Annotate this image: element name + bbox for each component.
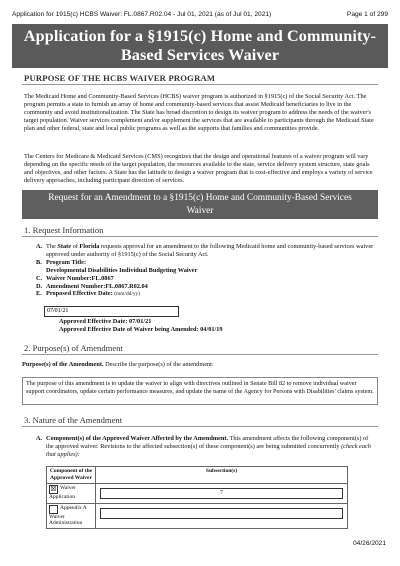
amendment-banner (22, 190, 378, 219)
proposed-effective-date-value: 07/01/21 (47, 308, 69, 314)
purpose-amendment-heading (22, 340, 378, 355)
amendment-banner-line-1: Request for an Amendment to a §1915(c) Home and Community-Based Services (48, 193, 352, 203)
purpose-amendment-intro-label: Purpose(s) of the Amendment. (22, 361, 104, 368)
table-row (47, 503, 348, 529)
purpose-program-paragraph-2: The Centers for Medicare & Medicaid Services (CMS) recognizes that the design and operational features of a waiver program will vary depending on the specific needs of the target population, the resources available to the state, service delivery system structure, state goals and objectives, and other factors. A State has the latitude to design a waiver program that is cost-effective and employs a variety of service delivery approaches, including participant direction of services. (24, 153, 373, 184)
components-table (46, 466, 348, 529)
waiver-amended-date (59, 326, 374, 334)
nature-amendment-heading (22, 412, 378, 427)
waiver-application-checkbox[interactable]: ☒ (50, 484, 57, 493)
request-information-heading (22, 222, 378, 237)
component-cell (47, 483, 96, 503)
item-a (36, 243, 374, 259)
component-name: Appendix A Waiver Administration (49, 504, 87, 527)
subsection-column-header: Subsection(s) (96, 467, 348, 484)
date-format-hint: (mm/dd/yy) (114, 291, 141, 298)
subsection-cell (96, 483, 348, 503)
waiver-amended-date-label: Approved Effective Date of Waiver being Amended: (59, 325, 201, 333)
item-d-letter: D. (36, 282, 43, 290)
waiver-amended-date-value: 04/01/19 (200, 325, 223, 333)
amendment-number-label: Amendment Number: (46, 282, 106, 290)
approved-dates (59, 318, 374, 334)
purpose-amendment-heading-text: 2. Purpose(s) of Amendment (24, 343, 123, 353)
subsection-input[interactable] (100, 508, 343, 519)
item-a-text-mid: of (71, 243, 80, 250)
item-e (36, 290, 374, 299)
title-line-2: Based Services Waiver (120, 46, 280, 64)
purpose-amendment-intro (22, 361, 376, 369)
request-information-list (36, 243, 374, 299)
state-name: Florida (79, 243, 100, 250)
page-header (12, 11, 388, 21)
nature-item-a-label: Component(s) of the Approved Waiver Affected by the Amendment. (46, 435, 229, 442)
nature-item-a-letter: A. (36, 435, 43, 442)
subsection-cell (96, 503, 348, 529)
title-line-1: Application for a §1915(c) Home and Community- (23, 27, 377, 45)
page-number: Page 1 of 299 (346, 11, 388, 18)
table-row (47, 483, 348, 503)
footer-date: 04/26/2021 (352, 540, 386, 547)
component-cell (47, 503, 96, 529)
item-a-letter: A. (36, 243, 43, 250)
waiver-number-label: Waiver Number: (46, 274, 92, 282)
nature-item-a-instruction: (check each that applies): (46, 442, 371, 458)
approved-effective-date-label: Approved Effective Date: (59, 318, 130, 325)
request-information-heading-text: 1. Request Information (24, 225, 104, 235)
nature-amendment-list (36, 435, 374, 459)
purpose-amendment-textbox[interactable]: The purpose of this amendment is to update the waiver to align with directives outlined in Senate Bill 82 to remove individual waiver support coordinators, update certain performance measures, and update the name of the Agency for Persons with Disabilities' claims system. (22, 377, 378, 405)
nature-amendment-heading-text: 3. Nature of the Amendment (24, 415, 123, 425)
nature-item-a-text: This amendment affects the following component(s) of the approved waiver. Revisions to the affected subsection(s) of these component(s) are being submitted concurrently (46, 435, 369, 450)
approved-effective-date-value: 07/01/21 (129, 318, 152, 325)
title-banner (12, 24, 388, 68)
amendment-banner-line-2: Waiver (186, 205, 214, 216)
item-a-text-pre: The (46, 243, 58, 250)
program-title-label: Program Title: (46, 258, 87, 266)
amendment-number-value: FL.0867.R02.04 (105, 282, 148, 290)
item-c-letter: C. (36, 274, 43, 282)
item-a-state-label: State (57, 243, 72, 250)
purpose-program-heading-text: PURPOSE OF THE HCBS WAIVER PROGRAM (24, 73, 216, 83)
nature-item-a (36, 435, 374, 459)
component-column-header: Component of the Approved Waiver (47, 467, 96, 484)
subsection-input[interactable]: 7 (100, 488, 343, 499)
waiver-number-value: FL.0867 (91, 274, 114, 282)
appendix-a-checkbox[interactable] (49, 505, 58, 514)
component-name: Waiver Application (49, 484, 76, 500)
proposed-effective-date-label: Proposed Effective Date: (46, 290, 113, 298)
document-title: Application for 1915(c) HCBS Waiver: FL.0867.R02.04 - Jul 01, 2021 (as of Jul 01, 2021) (12, 11, 272, 18)
item-b (36, 259, 374, 267)
program-title-value: Developmental Disabilities Individual Budgeting Waiver (46, 266, 198, 274)
approved-effective-date (59, 318, 374, 326)
item-b-letter: B. (36, 258, 42, 266)
purpose-program-paragraph-1: The Medicaid Home and Community-Based Services (HCBS) waiver program is authorized in §1915(c) of the Social Security Act. The program permits a state to furnish an array of home and community-based services that assist Medicaid beneficiaries to live in the community and avoid institutionalization. The State has broad discretion to design its waiver program to address the needs of the waiver's target population. Waiver services complement and/or supplement the services that are available to participants through the Medicaid State plan and other federal, state and local public programs as well as the supports that families and communities provide. (24, 93, 374, 132)
item-a-text-post: requests approval for an amendment to the following Medicaid home and community-based services waiver approved under authority of §1915(c) of the Social Security Act. (46, 243, 374, 258)
item-c (36, 275, 374, 283)
item-e-letter: E. (36, 290, 42, 298)
proposed-effective-date-field[interactable] (44, 306, 179, 317)
components-table-header (47, 467, 348, 484)
item-d (36, 283, 374, 291)
purpose-program-heading (22, 70, 378, 85)
purpose-amendment-intro-text: Describe the purpose(s) of the amendment: (103, 361, 214, 368)
